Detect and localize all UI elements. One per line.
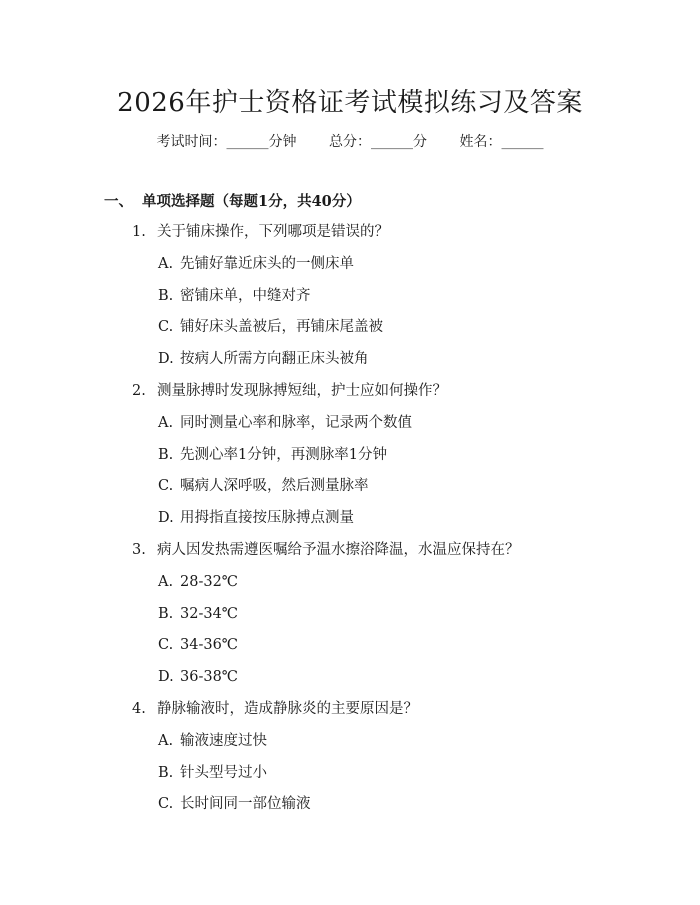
option-text: 28-32℃ bbox=[180, 573, 239, 590]
question-number: 3. bbox=[132, 541, 146, 558]
option-3-1 bbox=[0, 572, 700, 604]
option-letter: A. bbox=[158, 573, 174, 590]
page-title: 2026年护士资格证考试模拟练习及答案 bbox=[117, 88, 583, 118]
option-1-2 bbox=[0, 286, 700, 318]
option-4-3 bbox=[0, 794, 700, 826]
option-text: 长时间同一部位输液 bbox=[180, 796, 311, 813]
section-number: 一、 bbox=[104, 193, 133, 210]
option-text: 同时测量心率和脉率，记录两个数值 bbox=[180, 414, 412, 431]
section-title: 单项选择题（每题1分，共40分） bbox=[142, 193, 361, 210]
question-3 bbox=[0, 540, 700, 572]
option-4-2 bbox=[0, 763, 700, 795]
option-text: 针头型号过小 bbox=[180, 764, 267, 781]
option-letter: C. bbox=[158, 478, 174, 495]
option-text: 用拇指直接按压脉搏点测量 bbox=[180, 510, 354, 527]
option-1-1 bbox=[0, 254, 700, 286]
option-text: 按病人所需方向翻正床头被角 bbox=[180, 351, 369, 368]
option-text: 嘱病人深呼吸，然后测量脉率 bbox=[180, 478, 369, 495]
question-text: 静脉输液时，造成静脉炎的主要原因是？ bbox=[157, 700, 418, 717]
exam-time-field: 考试时间：______分钟 bbox=[156, 134, 297, 150]
option-2-4 bbox=[0, 508, 700, 540]
option-letter: B. bbox=[158, 446, 174, 463]
option-letter: D. bbox=[158, 669, 174, 686]
option-text: 34-36℃ bbox=[180, 637, 239, 654]
option-letter: D. bbox=[158, 351, 174, 368]
option-text: 先铺好靠近床头的一侧床单 bbox=[180, 255, 354, 272]
option-letter: B. bbox=[158, 764, 174, 781]
option-text: 铺好床头盖被后，再铺床尾盖被 bbox=[180, 319, 383, 336]
question-4 bbox=[0, 699, 700, 731]
option-letter: C. bbox=[158, 319, 174, 336]
question-2 bbox=[0, 381, 700, 413]
question-number: 4. bbox=[132, 700, 146, 717]
option-text: 先测心率1分钟，再测脉率1分钟 bbox=[180, 446, 387, 463]
option-3-3 bbox=[0, 635, 700, 667]
option-3-2 bbox=[0, 604, 700, 636]
student-name-field: 姓名：______ bbox=[459, 134, 544, 150]
option-1-4 bbox=[0, 349, 700, 381]
question-list bbox=[0, 222, 700, 826]
question-text: 关于铺床操作，下列哪项是错误的？ bbox=[157, 224, 389, 240]
question-number: 1. bbox=[132, 224, 146, 240]
option-3-4 bbox=[0, 667, 700, 699]
option-letter: B. bbox=[158, 287, 174, 304]
question-number: 2. bbox=[132, 382, 146, 399]
question-1 bbox=[0, 222, 700, 254]
option-letter: A. bbox=[158, 414, 174, 431]
section-heading bbox=[104, 190, 361, 211]
option-letter: D. bbox=[158, 510, 174, 527]
exam-meta bbox=[0, 131, 700, 151]
option-2-3 bbox=[0, 476, 700, 508]
option-letter: C. bbox=[158, 796, 174, 813]
option-text: 密铺床单，中缝对齐 bbox=[180, 287, 311, 304]
option-2-2 bbox=[0, 445, 700, 477]
option-letter: C. bbox=[158, 637, 174, 654]
option-text: 输液速度过快 bbox=[180, 732, 267, 749]
option-4-1 bbox=[0, 731, 700, 763]
option-text: 36-38℃ bbox=[180, 669, 239, 686]
total-score-field: 总分：______分 bbox=[329, 134, 427, 150]
option-letter: A. bbox=[158, 255, 174, 272]
question-text: 病人因发热需遵医嘱给予温水擦浴降温，水温应保持在？ bbox=[157, 541, 520, 558]
option-1-3 bbox=[0, 317, 700, 349]
option-letter: B. bbox=[158, 605, 174, 622]
option-2-1 bbox=[0, 413, 700, 445]
option-text: 32-34℃ bbox=[180, 605, 239, 622]
question-text: 测量脉搏时发现脉搏短绌，护士应如何操作？ bbox=[157, 382, 447, 399]
option-letter: A. bbox=[158, 732, 174, 749]
